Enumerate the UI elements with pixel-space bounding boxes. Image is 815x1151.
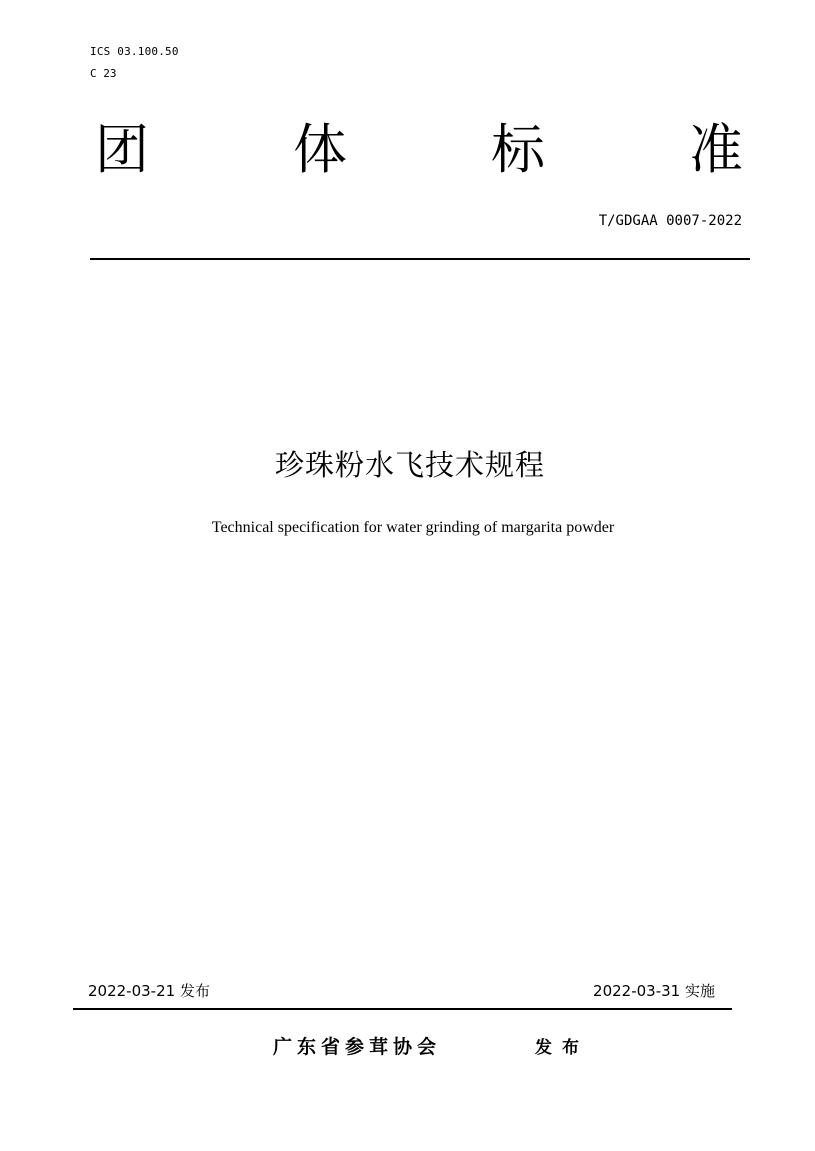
ccs-code: C 23 xyxy=(90,67,117,80)
ics-code: ICS 03.100.50 xyxy=(90,45,179,58)
header-divider xyxy=(90,258,750,260)
implementation-date: 2022-03-31 实施 xyxy=(593,982,715,1000)
standard-type-char: 准 xyxy=(689,118,743,181)
standard-type-char: 标 xyxy=(491,118,545,181)
standard-type-char: 体 xyxy=(293,118,347,181)
issue-date: 2022-03-21 发布 xyxy=(88,982,210,1000)
standard-number: T/GDGAA 0007-2022 xyxy=(598,213,742,229)
standard-type-heading xyxy=(95,118,743,182)
footer-divider xyxy=(73,1008,732,1010)
publish-label: 发布 xyxy=(535,1038,589,1058)
publisher-name: 广东省参茸协会 xyxy=(273,1036,442,1058)
document-title-chinese: 珍珠粉水飞技术规程 xyxy=(274,448,545,482)
document-title-english: Technical specification for water grinding of margarita powder xyxy=(211,519,615,536)
standard-type-char: 团 xyxy=(95,118,149,181)
